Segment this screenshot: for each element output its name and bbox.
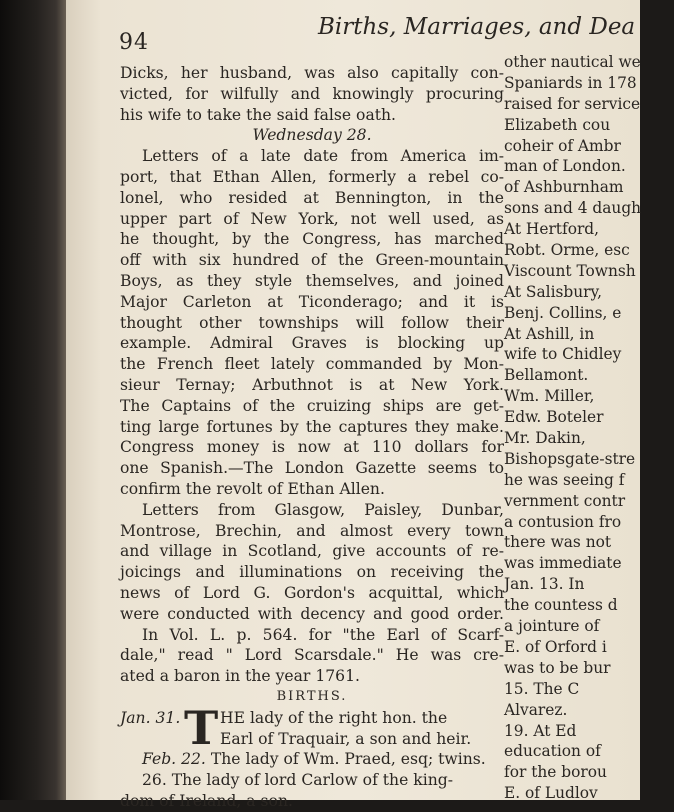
text-line: Jan. 13. In — [504, 575, 585, 594]
text-line: At Ashill, in — [504, 324, 595, 343]
text-line: thought other townships will follow their — [120, 313, 504, 332]
text-line: for the borou — [504, 763, 607, 782]
text-line: coheir of Ambr — [504, 136, 621, 155]
text-line: news of Lord G. Gordon's acquittal, which — [120, 583, 504, 602]
text-line: there was not — [504, 533, 612, 552]
text-line: Letters from Glasgow, Paisley, Dunbar, — [142, 500, 504, 519]
text-line: his wife to take the said false oath. — [120, 105, 397, 124]
text-line: sieur Ternay; Arbuthnot is at New York. — [120, 375, 504, 394]
entry-text: dom of Ireland, a son. — [120, 791, 293, 810]
text-line: a jointure of — [504, 617, 600, 636]
text-line: Bishopsgate-stre — [504, 449, 636, 468]
text-line: Montrose, Brechin, and almost every town — [120, 521, 504, 540]
text-line: The Captains of the cruizing ships are get- — [120, 396, 504, 415]
entry-text: The lady of lord Carlow of the king- — [171, 771, 454, 790]
births-heading: BIRTHS. — [276, 688, 348, 704]
text-line: one Spanish.—The London Gazette seems to — [120, 459, 504, 478]
text-line: 19. At Ed — [504, 721, 577, 740]
text-line: dale," read " Lord Scarsdale." He was cre- — [120, 646, 504, 665]
text-line: the countess d — [504, 596, 618, 615]
text-line: E. of Orford i — [504, 637, 607, 656]
text-line: lonel, who resided at Bennington, in the — [120, 188, 504, 207]
text-line: Viscount Townsh — [504, 261, 636, 280]
text-line: confirm the revolt of Ethan Allen. — [120, 479, 385, 498]
entry-text: HE lady of the right hon. the — [220, 708, 448, 727]
left-column — [120, 63, 504, 812]
text-line: sons and 4 daugh — [504, 199, 642, 218]
text-line: ting large fortunes by the captures they make. — [120, 417, 504, 436]
text-line: Letters of a late date from America im- — [142, 147, 504, 166]
text-line: was to be bur — [504, 658, 611, 677]
section-date-heading: Wednesday 28. — [252, 126, 372, 145]
newspaper-page — [66, 0, 642, 810]
entry-date: 26. — [142, 771, 172, 790]
text-line: Elizabeth cou — [504, 115, 611, 134]
text-line: Edw. Boteler — [504, 408, 604, 427]
text-line: was immediate — [504, 554, 622, 573]
birth-entry — [120, 770, 504, 791]
text-line: upper part of New York, not well used, as — [120, 209, 504, 228]
text-line: man of London. — [504, 157, 626, 176]
text-line: he thought, by the Congress, has marched — [120, 230, 504, 249]
text-line: At Hertford, — [504, 220, 600, 239]
text-line: At Salisbury, — [504, 282, 603, 301]
right-column — [504, 52, 674, 804]
text-line: of Ashburnham — [504, 178, 624, 197]
birth-entry — [120, 791, 504, 812]
text-line: Bellamont. — [504, 366, 589, 385]
entry-text: Earl of Traquair, a son and heir. — [220, 729, 472, 748]
text-line: Spaniards in 178 — [504, 73, 637, 92]
text-line: Boys, as they style themselves, and joined — [120, 271, 504, 290]
text-line: port, that Ethan Allen, formerly a rebel co- — [120, 167, 504, 186]
text-line: and village in Scotland, give accounts of re- — [120, 542, 504, 561]
text-line: vernment contr — [504, 491, 626, 510]
text-line: E. of Ludlov — [504, 784, 598, 803]
text-line: education of — [504, 742, 601, 761]
text-line: Major Carleton at Ticonderago; and it is — [120, 292, 504, 311]
book-spine — [0, 0, 66, 800]
text-line: Wm. Miller, — [504, 387, 595, 406]
running-title: Births, Marriages, and Dea — [318, 14, 636, 40]
text-line: he was seeing f — [504, 470, 625, 489]
text-line: other nautical we — [504, 53, 641, 71]
text-line: Mr. Dakin, — [504, 429, 586, 448]
text-line: 15. The C — [504, 679, 580, 698]
text-line: joicings and illuminations on receiving the — [120, 563, 504, 582]
text-line: example. Admiral Graves is blocking up — [120, 334, 504, 353]
text-line: ated a baron in the year 1761. — [120, 667, 360, 686]
text-line: a contusion fro — [504, 512, 622, 531]
drop-cap: T — [184, 700, 219, 755]
entry-date: Feb. 22. — [142, 750, 211, 769]
text-line: Dicks, her husband, was also capitally con- — [120, 64, 504, 82]
entry-text: The lady of Wm. Praed, esq; twins. — [210, 750, 486, 769]
entry-date: Jan. 31. — [120, 708, 181, 727]
birth-entry — [120, 749, 504, 770]
text-line: off with six hundred of the Green-mountain — [120, 251, 504, 270]
text-line: Benj. Collins, e — [504, 303, 622, 322]
text-line: raised for service — [504, 94, 641, 113]
text-line: Robt. Orme, esc — [504, 241, 630, 260]
text-line: Alvarez. — [504, 700, 568, 719]
text-line: the French fleet lately commanded by Mon- — [120, 355, 504, 374]
text-line: In Vol. L. p. 564. for "the Earl of Scarf- — [142, 625, 504, 644]
page-number: 94 — [119, 30, 149, 55]
text-line: wife to Chidley — [504, 345, 622, 364]
text-line: were conducted with decency and good order. — [120, 604, 504, 623]
text-line: Congress money is now at 110 dollars for — [120, 438, 504, 457]
text-line: victed, for wilfully and knowingly procuring — [120, 84, 504, 103]
